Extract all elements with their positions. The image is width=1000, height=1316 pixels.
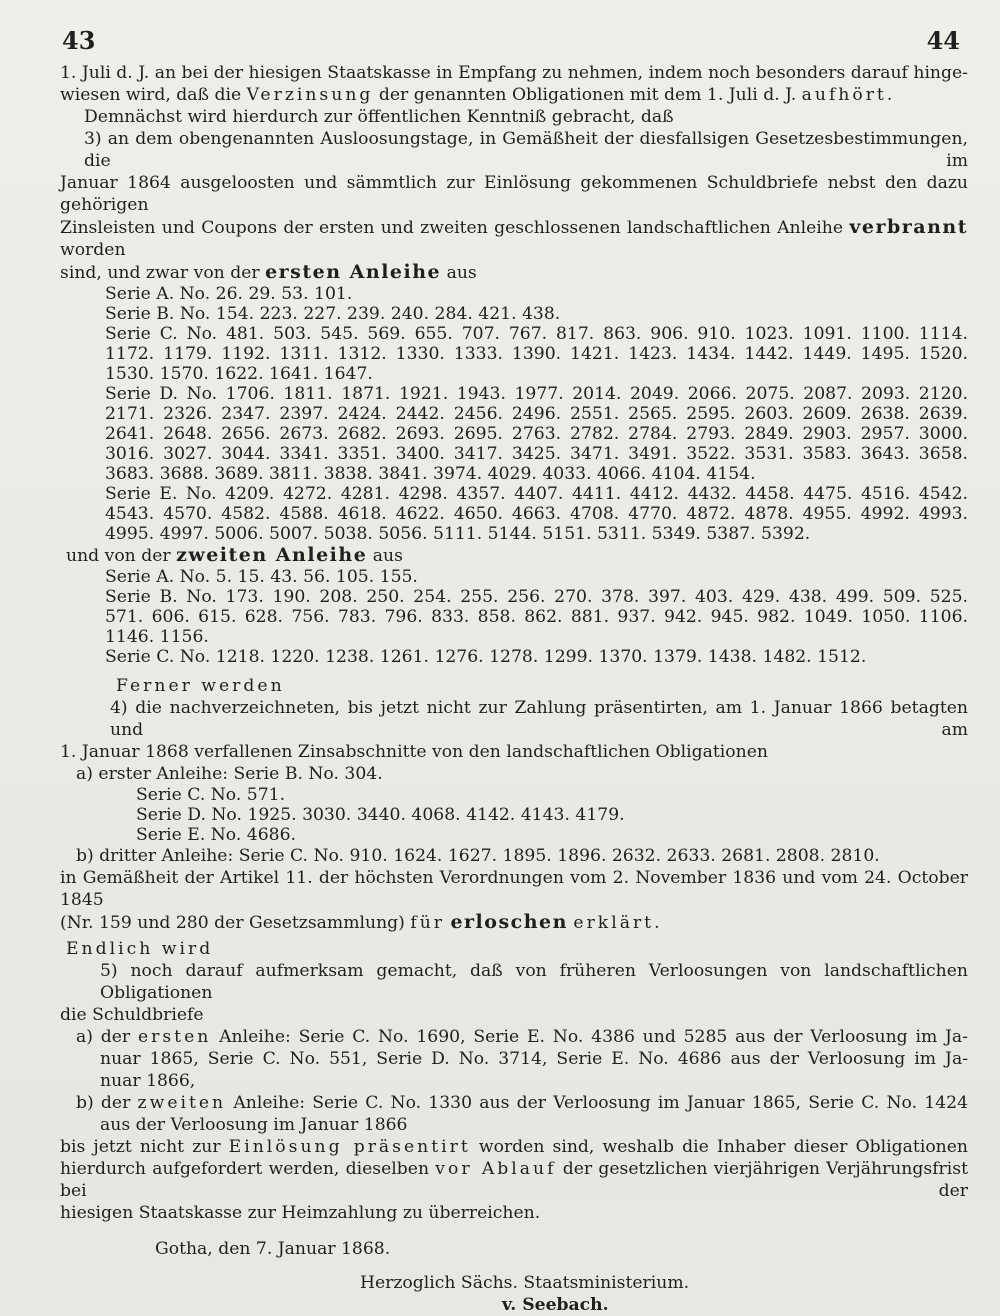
serie-c-line: 1530. 1570. 1622. 1641. 1647. [105, 364, 373, 384]
text-run: wiesen wird, daß die [60, 85, 247, 105]
text-run: ersten [137, 1027, 212, 1047]
text-run: aus [441, 263, 477, 283]
text-run: . [886, 85, 893, 105]
text-run: b) der [76, 1093, 138, 1113]
text-line: hiesigen Staatskasse zur Heimzahlung zu überreichen. [60, 1203, 541, 1223]
document-date: Gotha, den 7. Januar 1868. [155, 1239, 391, 1259]
text-run: und von der [66, 546, 177, 566]
text-run: Zinsleisten und Coupons der ersten und zweiten geschlossenen landschaftlichen Anleihe [60, 218, 850, 238]
signature: v. Seebach. [502, 1295, 609, 1315]
text-run: Anleihe: Serie C. No. 1330 aus der Verloosung im Januar 1865, Serie C. No. 1424 [226, 1093, 968, 1113]
text-line [60, 1092, 968, 1114]
text-line: Serie C. No. 571. [136, 785, 286, 805]
text-run: bis jetzt nicht zur [60, 1137, 229, 1157]
serie-c-line: 1172. 1179. 1192. 1311. 1312. 1330. 1333. 1390. 1421. 1423. 1434. 1442. 1449. 1495. 1520. [105, 344, 968, 364]
heading-zweite-anleihe: zweiten Anleihe [176, 544, 368, 566]
text-line [60, 911, 968, 934]
text-run: zweiten [137, 1093, 227, 1113]
document-body [60, 62, 968, 1316]
page-number-right: 44 [926, 26, 960, 55]
heading-erste-anleihe: ersten Anleihe [265, 261, 442, 283]
text-line: 5) noch darauf aufmerksam gemacht, daß von früheren Verloosungen von landschaftlichen Obligationen [100, 961, 968, 1003]
serie-b-line: 571. 606. 615. 628. 756. 783. 796. 833. 858. 862. 881. 937. 942. 945. 982. 1049. 1050. 1106. [105, 607, 968, 627]
serie-e-line: Serie E. No. 4209. 4272. 4281. 4298. 4357. 4407. 4411. 4412. 4432. 4458. 4475. 4516. 4542. [105, 484, 968, 504]
text-run: worden [60, 240, 126, 260]
serie-d-line: 2641. 2648. 2656. 2673. 2682. 2693. 2695. 2763. 2782. 2784. 2793. 2849. 2903. 2957. 3000. [105, 424, 968, 444]
emphasis-verbrannt: verbrannt [849, 216, 968, 238]
text-line: aus der Verloosung im Januar 1866 [100, 1115, 408, 1135]
text-line [60, 1158, 968, 1202]
text-line [60, 1136, 968, 1158]
text-line [60, 84, 968, 106]
second-loan-list [60, 567, 968, 667]
emphasis-aufhoert: aufhört [801, 85, 887, 105]
emphasis-verzinsung: Verzinsung [246, 85, 374, 105]
page-number-left: 43 [62, 26, 96, 55]
serie-a-line: Serie A. No. 5. 15. 43. 56. 105. 155. [105, 567, 418, 587]
serie-e-line: 4995. 4997. 5006. 5007. 5038. 5056. 5111. 5144. 5151. 5311. 5349. 5387. 5392. [105, 524, 811, 544]
serie-d-line: 3683. 3688. 3689. 3811. 3838. 3841. 3974. 4029. 4033. 4066. 4104. 4154. [105, 464, 756, 484]
text-line [60, 1026, 968, 1048]
text-line: nuar 1866, [100, 1071, 196, 1091]
serie-b-line: 1146. 1156. [105, 627, 209, 647]
text-run: Endlich wird [66, 939, 214, 959]
emphasis-erloschen: erloschen [450, 911, 568, 933]
text-run: für [410, 913, 445, 933]
text-line: 1. Januar 1868 verfallenen Zinsabschnitte von den landschaftlichen Obligationen [60, 742, 768, 762]
text-line: Serie E. No. 4686. [136, 825, 296, 845]
text-run: Einlösung präsentirt [228, 1137, 471, 1157]
text-line: Serie D. No. 1925. 3030. 3440. 4068. 4142. 4143. 4179. [136, 805, 625, 825]
serie-e-line: 4543. 4570. 4582. 4588. 4618. 4622. 4650. 4663. 4708. 4770. 4872. 4878. 4955. 4992. 4993. [105, 504, 968, 524]
text-run: (Nr. 159 und 280 der Gesetzsammlung) [60, 913, 411, 933]
text-run: Anleihe: Serie C. No. 1690, Serie E. No. 4386 und 5285 aus der Verloosung im Ja- [211, 1027, 968, 1047]
issuing-authority: Herzoglich Sächs. Staatsministerium. [360, 1273, 690, 1293]
serie-b-line: Serie B. No. 154. 223. 227. 239. 240. 284. 421. 438. [105, 304, 561, 324]
text-line: in Gemäßheit der Artikel 11. der höchsten Verordnungen vom 2. November 1836 und vom 24. October 1845 [60, 868, 968, 910]
text-line: 3) an dem obengenannten Ausloosungstage, in Gemäßheit der diesfallsigen Gesetzesbestimmungen, die im [84, 129, 968, 171]
text-run: a) der [76, 1027, 138, 1047]
text-line: Demnächst wird hierdurch zur öffentlichen Kenntniß gebracht, daß [84, 107, 674, 127]
text-line: die Schuldbriefe [60, 1005, 204, 1025]
text-run: vor Ablauf [435, 1159, 557, 1179]
serie-d-line: 3016. 3027. 3044. 3341. 3351. 3400. 3417. 3425. 3471. 3491. 3522. 3531. 3583. 3643. 3658. [105, 444, 968, 464]
text-line: b) dritter Anleihe: Serie C. No. 910. 1624. 1627. 1895. 1896. 2632. 2633. 2681. 2808. 2810. [76, 846, 880, 866]
text-line: Januar 1864 ausgeloosten und sämmtlich zur Einlösung gekommenen Schuldbriefe nebst den dazu gehörigen [60, 173, 968, 215]
text-line: nuar 1865, Serie C. No. 551, Serie D. No. 3714, Serie E. No. 4686 aus der Verloosung im Ja- [100, 1049, 968, 1069]
serie-c-line: Serie C. No. 1218. 1220. 1238. 1261. 1276. 1278. 1299. 1370. 1379. 1438. 1482. 1512. [105, 647, 867, 667]
text-run: hierdurch aufgefordert werden, dieselben [60, 1159, 436, 1179]
text-line [60, 261, 968, 284]
text-run: Ferner werden [116, 676, 285, 696]
text-line: 1. Juli d. J. an bei der hiesigen Staatskasse in Empfang zu nehmen, indem noch besonders darauf hinge- [60, 63, 968, 83]
text-line: a) erster Anleihe: Serie B. No. 304. [76, 764, 383, 784]
text-run: der genannten Obligationen mit dem 1. Juli d. J. [373, 85, 802, 105]
text-line [60, 216, 968, 261]
text-run: erklärt. [573, 913, 663, 933]
text-run: worden sind, weshalb die Inhaber dieser Obligationen [470, 1137, 968, 1157]
section-intro [60, 675, 968, 697]
serie-d-line: 2171. 2326. 2347. 2397. 2424. 2442. 2456. 2496. 2551. 2565. 2595. 2603. 2609. 2638. 2639. [105, 404, 968, 424]
serie-a-line: Serie A. No. 26. 29. 53. 101. [105, 284, 353, 304]
text-run: der gesetzlichen vierjährigen Verjährungsfrist bei der [60, 1159, 968, 1201]
section-intro [60, 938, 968, 960]
text-run: aus [367, 546, 403, 566]
text-run: sind, und zwar von der [60, 263, 266, 283]
serie-d-line: Serie D. No. 1706. 1811. 1871. 1921. 1943. 1977. 2014. 2049. 2066. 2075. 2087. 2093. 2120. [105, 384, 968, 404]
text-line [60, 544, 968, 567]
serie-c-line: Serie C. No. 481. 503. 545. 569. 655. 707. 767. 817. 863. 906. 910. 1023. 1091. 1100. 1114. [105, 324, 968, 344]
serie-b-line: Serie B. No. 173. 190. 208. 250. 254. 255. 256. 270. 378. 397. 403. 429. 438. 499. 509. 525. [105, 587, 968, 607]
text-line: 4) die nachverzeichneten, bis jetzt nicht zur Zahlung präsentirten, am 1. Januar 1866 betagten und am [110, 698, 968, 740]
first-loan-list [60, 284, 968, 544]
